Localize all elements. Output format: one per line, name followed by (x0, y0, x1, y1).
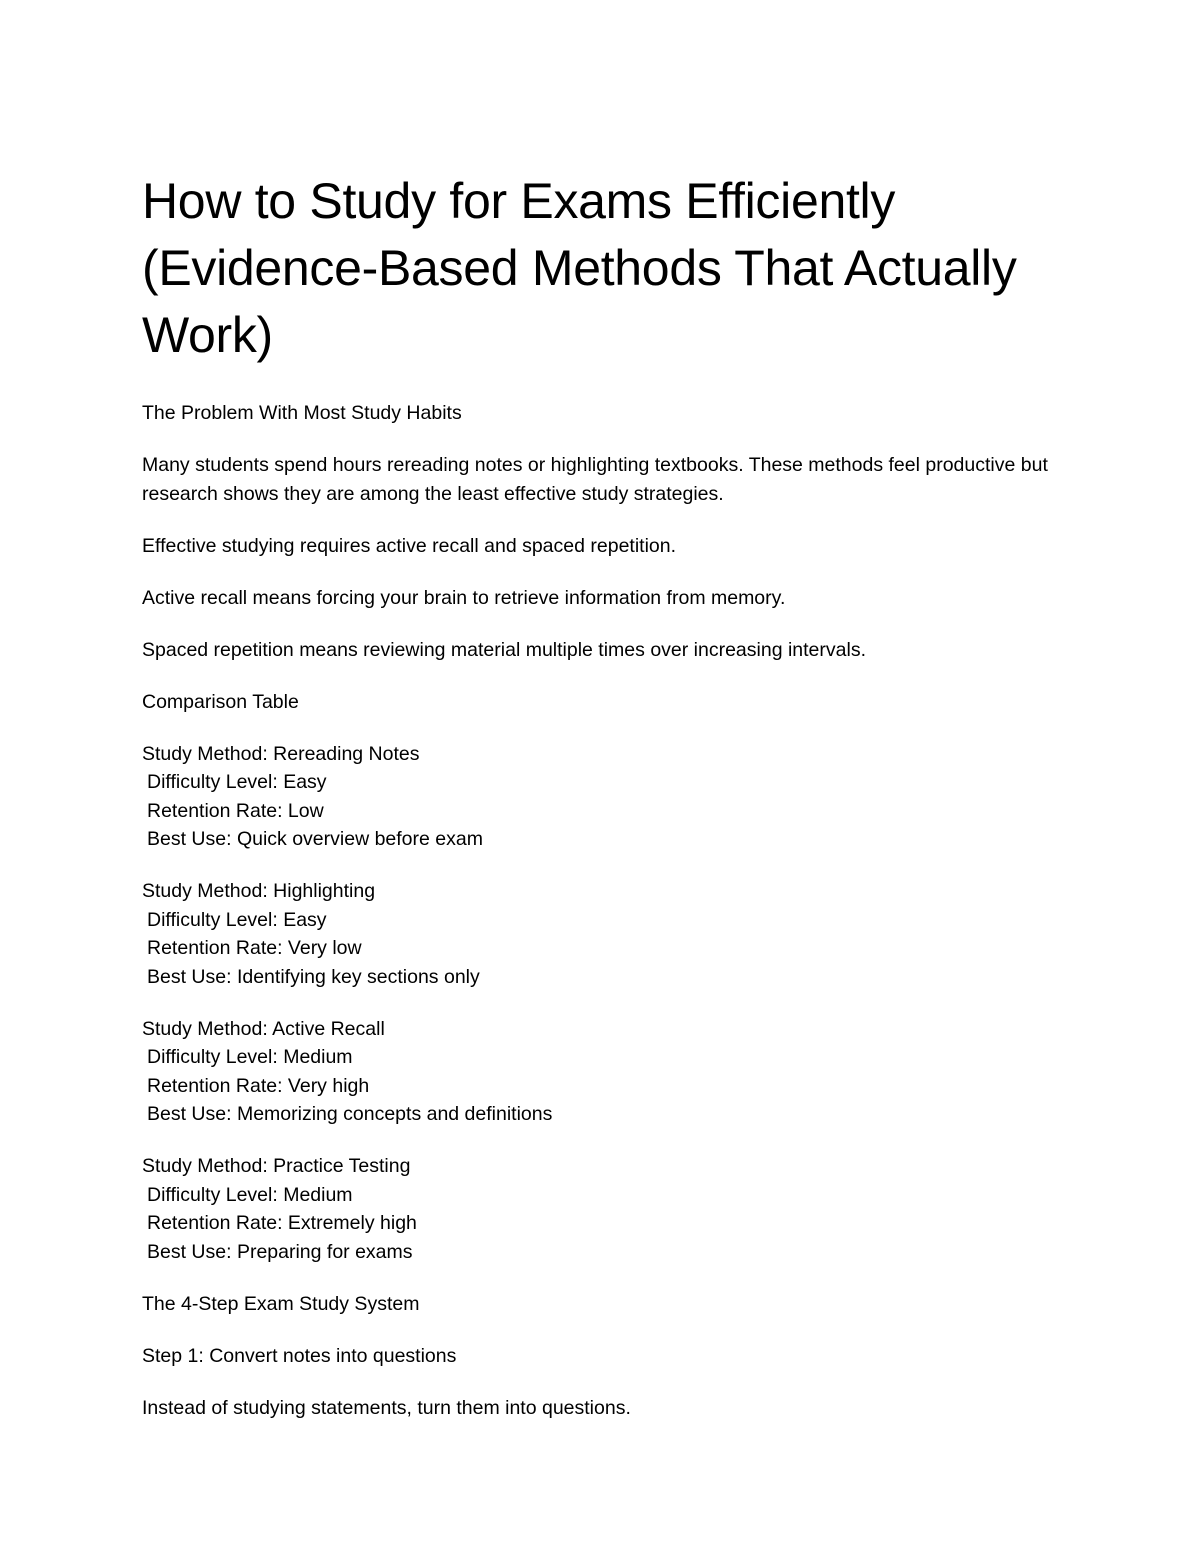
paragraph: Active recall means forcing your brain to retrieve information from memory. (142, 586, 786, 609)
paragraph: Spaced repetition means reviewing material multiple times over increasing intervals. (142, 638, 866, 661)
system-heading: The 4-Step Exam Study System (142, 1292, 420, 1315)
method-retention: Retention Rate: Low (147, 799, 324, 822)
comparison-heading: Comparison Table (142, 690, 299, 713)
document-title: How to Study for Exams Efficiently (Evidence-Based Methods That Actually Work) (142, 173, 1017, 363)
method-retention: Retention Rate: Extremely high (147, 1212, 417, 1234)
method-block (142, 740, 1062, 854)
method-block (142, 877, 1062, 991)
paragraph: Instead of studying statements, turn them into questions. (142, 1396, 631, 1419)
method-retention: Retention Rate: Very high (147, 1074, 370, 1097)
method-name: Study Method: Practice Testing (142, 1155, 411, 1177)
section-heading-problem: The Problem With Most Study Habits (142, 402, 462, 424)
method-best-use: Best Use: Quick overview before exam (147, 828, 483, 850)
method-retention: Retention Rate: Very low (147, 937, 362, 959)
method-difficulty: Difficulty Level: Easy (147, 908, 327, 931)
paragraph: Many students spend hours rereading notes or highlighting textbooks. These methods feel productive but research shows they are among the least effective study strategies. (142, 454, 1048, 505)
step-heading: Step 1: Convert notes into questions (142, 1344, 457, 1367)
method-best-use: Best Use: Memorizing concepts and definitions (147, 1103, 553, 1125)
method-difficulty: Difficulty Level: Easy (147, 771, 327, 793)
document-page (142, 168, 1062, 1446)
method-name: Study Method: Active Recall (142, 1017, 385, 1040)
method-difficulty: Difficulty Level: Medium (147, 1046, 353, 1068)
method-difficulty: Difficulty Level: Medium (147, 1183, 353, 1206)
method-block (142, 1152, 1062, 1266)
paragraph: Effective studying requires active recall and spaced repetition. (142, 534, 677, 557)
method-best-use: Best Use: Identifying key sections only (147, 965, 480, 988)
method-name: Study Method: Highlighting (142, 880, 376, 902)
method-block (142, 1015, 1062, 1129)
method-name: Study Method: Rereading Notes (142, 742, 420, 765)
method-best-use: Best Use: Preparing for exams (147, 1240, 413, 1263)
